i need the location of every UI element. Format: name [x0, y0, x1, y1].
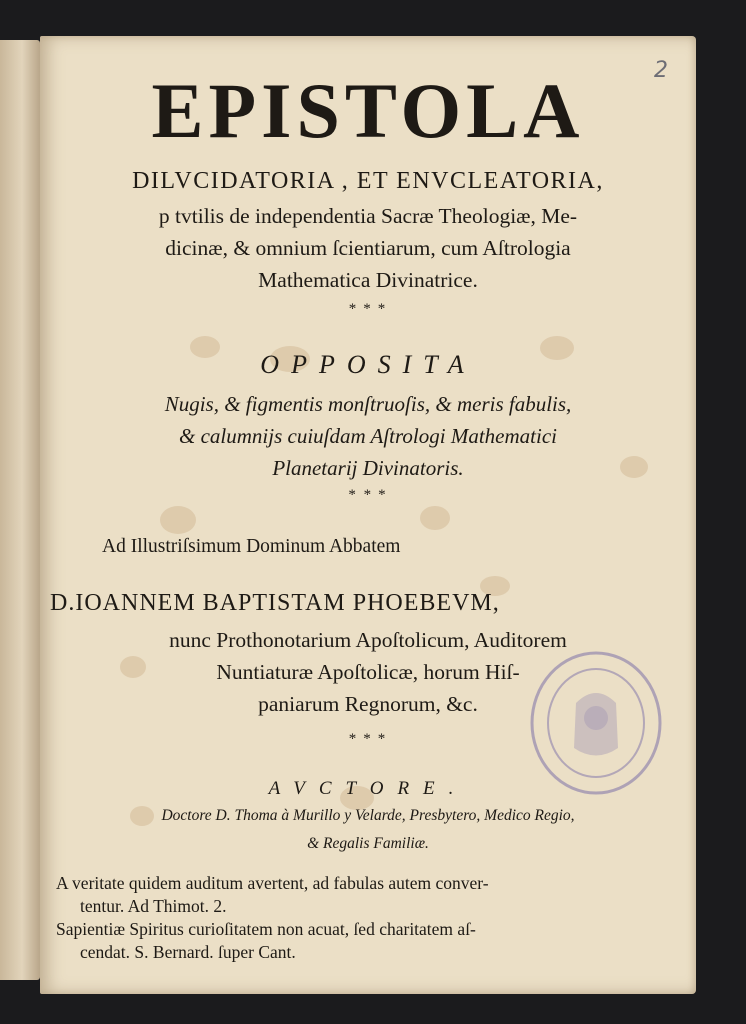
subtitle: DILVCIDATORIA , ET ENVCLEATORIA, — [132, 168, 604, 194]
dedicatee-line: Nuntiaturæ Apoſtolicæ, horum Hiſ- — [216, 660, 520, 684]
opposita-text — [40, 388, 696, 484]
opposita-line: Nugis, & figmentis monſtruoſis, & meris fabulis, — [164, 392, 572, 416]
intro-line: Mathematica Divinatrice. — [258, 268, 478, 292]
epigraph-line: A veritate quidem auditum avertent, ad fabulas autem conver- — [56, 873, 489, 893]
intro-line: p tvtilis de independentia Sacræ Theologiæ, Me- — [158, 204, 578, 228]
opposita-heading: OPPOSITA — [260, 350, 476, 379]
intro-line: dicinæ, & omnium ſcientiarum, cum Aſtrologia — [165, 236, 571, 260]
opposita-line: & calumnijs cuiuſdam Aſtrologi Mathematici — [179, 424, 557, 448]
star-ornament: * * * — [348, 731, 388, 747]
page-title: EPISTOLA — [151, 67, 585, 154]
author-line: Doctore D. Thoma à Murillo y Velarde, Presbytero, Medico Regio, — [161, 807, 575, 824]
epigraph-line: tentur. Ad Thimot. 2. — [80, 896, 227, 916]
author-line: & Regalis Familiæ. — [307, 835, 429, 852]
library-stamp-seal — [526, 648, 666, 798]
dedicatee-line: nunc Prothonotarium Apoſtolicum, Auditorem — [169, 628, 567, 652]
star-ornament: * * * — [348, 487, 388, 503]
book-page — [40, 36, 696, 994]
opposita-line: Planetarij Divinatoris. — [272, 456, 464, 480]
facing-page-edge — [0, 40, 40, 980]
dedicatee-line: paniarum Regnorum, &c. — [258, 692, 478, 716]
epigraph — [56, 872, 690, 964]
epigraph-line: Sapientiæ Spiritus curioſitatem non acuat, ſed charitatem aſ- — [56, 919, 476, 939]
intro-text — [40, 200, 696, 296]
dedicatee-name: D.IOANNEM BAPTISTAM PHOEBEVM, — [50, 590, 500, 616]
author-credit — [40, 802, 696, 858]
epigraph-line: cendat. S. Bernard. ſuper Cant. — [80, 942, 296, 962]
dedication: Ad Illustriſsimum Dominum Abbatem — [102, 536, 401, 557]
star-ornament: * * * — [348, 301, 388, 317]
foxing-spot — [160, 506, 196, 534]
page-number: 2 — [654, 58, 668, 83]
auctor-heading: AVCTORE. — [268, 778, 468, 799]
foxing-spot — [420, 506, 450, 530]
